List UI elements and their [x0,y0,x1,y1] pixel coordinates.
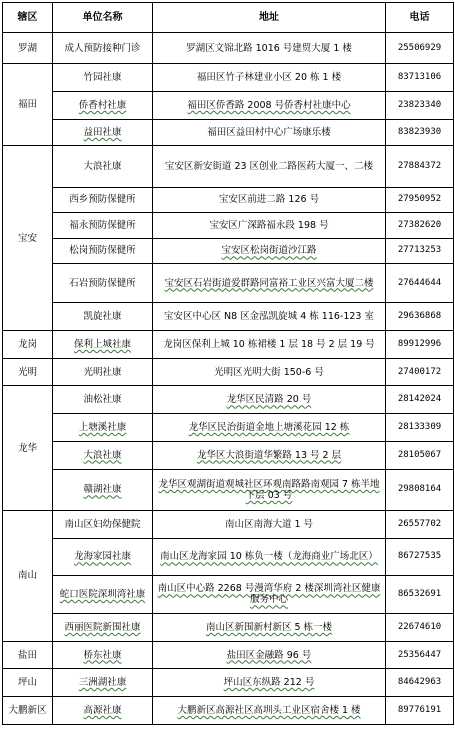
phone-cell [386,538,454,575]
address-cell [153,91,386,119]
address-cell-text: 南山区南海大道 1 号 [224,519,314,530]
header-name: 单位名称 [53,3,153,33]
phone-cell-text: 27713253 [397,245,442,256]
address-cell [153,575,386,613]
unit-name-cell [53,511,153,539]
phone-cell-text: 27884372 [397,160,442,171]
table-body [3,33,454,725]
phone-cell-text: 83713106 [397,72,442,83]
phone-cell [386,263,454,302]
address-cell [153,669,386,697]
phone-cell-text: 25506929 [397,42,442,53]
phone-cell [386,469,454,511]
unit-name-cell [53,386,153,414]
address-cell [153,263,386,302]
unit-name-cell-text: 大浪社康 [83,449,122,461]
address-cell-text: 盐田区金融路 96 号 [226,649,312,661]
unit-name-cell-text: 蛇口医院深圳湾社康 [59,588,146,600]
address-cell-text: 南山区中心路 2268 号漫湾华府 2 楼深圳湾社区健康服务中心 [157,583,381,606]
unit-name-cell-text: 松岗预防保健所 [69,245,136,257]
table-row [3,469,454,511]
table-row [3,669,454,697]
phone-cell-text: 26557702 [397,519,442,529]
address-cell-text: 福田区侨香路 2008 号侨香村社康中心 [187,99,351,111]
unit-name-cell [53,238,153,263]
unit-name-cell [53,330,153,358]
address-cell-text: 福田区竹子林建业小区 20 栋 1 楼 [196,72,342,84]
table-row [3,303,454,331]
unit-name-cell-text: 三洲湖社康 [78,677,127,689]
phone-cell [386,358,454,386]
address-cell [153,213,386,238]
phone-cell [386,187,454,212]
table-row [3,441,454,469]
table-row [3,263,454,302]
address-cell [153,330,386,358]
table-row [3,64,454,92]
table-row [3,330,454,358]
phone-cell-text: 25356447 [397,649,442,660]
phone-cell-text: 27644644 [397,277,442,288]
table-row [3,238,454,263]
table-row [3,613,454,641]
district-cell: 罗湖 [3,33,53,64]
address-cell-text: 宝安区中心区 N8 区金泓凯旋城 4 栋 116-123 室 [163,311,374,323]
phone-cell-text: 28105067 [397,449,442,460]
unit-name-cell [53,263,153,302]
phone-cell [386,213,454,238]
header-phone: 电话 [386,3,454,33]
district-cell: 龙华 [3,386,53,511]
table-row [3,358,454,386]
phone-cell [386,33,454,64]
phone-cell [386,146,454,188]
address-cell-text: 坪山区东纵路 212 号 [223,677,315,689]
table-row [3,91,454,119]
phone-cell [386,697,454,725]
unit-name-cell-text: 西丽医院新围社康 [64,621,141,633]
unit-name-cell-text: 成人预防接种门诊 [64,42,141,54]
phone-cell [386,91,454,119]
address-cell [153,146,386,188]
unit-name-cell [53,119,153,146]
address-cell [153,538,386,575]
address-cell [153,303,386,331]
unit-name-cell [53,146,153,188]
district-cell: 盐田 [3,641,53,669]
phone-cell [386,414,454,442]
unit-name-cell [53,303,153,331]
phone-cell-text: 86532691 [397,588,442,599]
address-cell-text: 福田区益田村中心广场康乐楼 [207,126,331,138]
district-cell: 大鹏新区 [3,697,53,725]
header-district: 辖区 [3,3,53,33]
phone-cell-text: 22674610 [397,621,442,632]
table-row [3,538,454,575]
unit-name-cell [53,187,153,212]
address-cell [153,33,386,64]
address-cell-text: 宝安区松岗街道沙江路 [221,245,317,257]
unit-name-cell [53,33,153,64]
unit-name-cell [53,575,153,613]
phone-cell-text: 86727535 [397,551,442,562]
unit-name-cell [53,213,153,238]
phone-cell-text: 89776191 [397,705,442,716]
address-cell-text: 龙华区观湖街道观城社区环观南路路南观园 7 栋半地下层 03 号 [158,478,380,501]
unit-name-cell-text: 凯旋社康 [83,311,122,323]
address-cell-text: 南山区龙海家园 10 栋负一楼（龙海商业广场北区） [160,551,378,563]
phone-cell-text: 29808164 [397,484,442,495]
unit-name-cell-text: 石岩预防保健所 [69,277,136,289]
address-cell-text: 龙华区大浪街道华繁路 13 号 2 层 [196,449,342,461]
unit-name-cell-text: 油松社康 [83,394,122,406]
unit-name-cell [53,538,153,575]
address-cell-text: 龙岗区保利上城 10 栋裙楼 1 层 18 号 2 层 19 号 [163,338,375,350]
district-cell: 坪山 [3,669,53,697]
header-address: 地址 [153,3,386,33]
address-cell [153,414,386,442]
phone-cell [386,641,454,669]
unit-name-cell [53,441,153,469]
phone-cell [386,119,454,146]
phone-cell [386,575,454,613]
table-row [3,213,454,238]
address-cell [153,697,386,725]
table-row [3,187,454,212]
unit-name-cell-text: 赣湖社康 [83,484,122,496]
unit-name-cell-text: 龙海家园社康 [73,551,131,563]
phone-cell-text: 27382620 [397,219,442,230]
address-cell [153,187,386,212]
address-cell [153,613,386,641]
address-cell [153,641,386,669]
address-cell [153,386,386,414]
address-cell-text: 宝安区石岩街道爱群路同富裕工业区兴富大厦二楼 [164,277,374,289]
phone-cell-text: 27950952 [397,194,442,205]
phone-cell [386,238,454,263]
unit-name-cell [53,613,153,641]
district-cell: 宝安 [3,146,53,331]
table-row [3,33,454,64]
phone-cell-text: 28133309 [397,421,442,432]
table-row [3,146,454,188]
phone-cell [386,441,454,469]
address-cell-text: 光明区光明大街 150-6 号 [214,366,324,378]
address-cell-text: 大鹏新区高源社区高圳头工业区宿舍楼 1 楼 [177,705,361,717]
address-cell-text: 南山区新围新村新区 5 栋一楼 [205,621,333,633]
phone-cell-text: 83823930 [397,126,442,137]
unit-name-cell-text: 大浪社康 [83,160,122,172]
address-cell-text: 龙华区民清路 20 号 [226,394,312,406]
phone-cell [386,303,454,331]
district-cell: 南山 [3,511,53,642]
table-row [3,511,454,539]
unit-name-cell-text: 保利上城社康 [73,338,131,350]
phone-cell [386,511,454,539]
address-cell-text: 宝安区广深路福永段 198 号 [209,219,329,231]
unit-name-cell-text: 南山区妇幼保健院 [64,519,141,530]
address-cell [153,64,386,92]
unit-name-cell-text: 高源社康 [83,705,122,717]
district-cell: 光明 [3,358,53,386]
unit-name-cell [53,669,153,697]
unit-name-cell [53,64,153,92]
address-cell [153,441,386,469]
address-cell-text: 龙华区民治街道金地上塘溪花园 12 栋 [188,421,350,433]
phone-cell [386,386,454,414]
district-cell: 福田 [3,64,53,146]
unit-name-cell [53,697,153,725]
table-row [3,575,454,613]
unit-name-cell-text: 上塘溪社康 [78,421,127,433]
address-cell-text: 宝安区新安街道 23 区创业二路医药大厦一、二楼 [164,160,374,172]
phone-cell-text: 29636868 [397,311,442,322]
phone-cell-text: 23823340 [397,99,442,110]
header-row [3,3,454,33]
phone-cell [386,613,454,641]
phone-cell [386,669,454,697]
table-row [3,386,454,414]
unit-name-cell-text: 福永预防保健所 [69,219,136,231]
unit-name-cell [53,358,153,386]
unit-name-cell [53,91,153,119]
phone-cell-text: 28142024 [397,394,442,405]
table-row [3,697,454,725]
phone-cell [386,330,454,358]
address-cell [153,511,386,539]
address-cell [153,469,386,511]
phone-cell-text: 27400172 [397,366,442,377]
unit-name-cell-text: 光明社康 [83,366,122,378]
address-cell-text: 罗湖区文锦北路 1016 号建贸大厦 1 楼 [186,42,352,54]
address-cell [153,238,386,263]
unit-name-cell-text: 西乡预防保健所 [69,194,136,206]
unit-name-cell [53,641,153,669]
unit-name-cell-text: 益田社康 [83,126,122,138]
unit-name-cell-text: 竹园社康 [83,72,122,84]
unit-name-cell-text: 桥东社康 [83,649,122,661]
vaccination-sites-table [2,2,454,725]
phone-cell-text: 89912996 [397,338,442,349]
table-row [3,641,454,669]
unit-name-cell [53,469,153,511]
address-cell-text: 宝安区前进二路 126 号 [218,194,320,206]
phone-cell [386,64,454,92]
address-cell [153,358,386,386]
table-row [3,414,454,442]
table-row [3,119,454,146]
district-cell: 龙岗 [3,330,53,358]
phone-cell-text: 84642963 [397,677,442,688]
unit-name-cell [53,414,153,442]
unit-name-cell-text: 侨香村社康 [78,99,127,111]
address-cell [153,119,386,146]
